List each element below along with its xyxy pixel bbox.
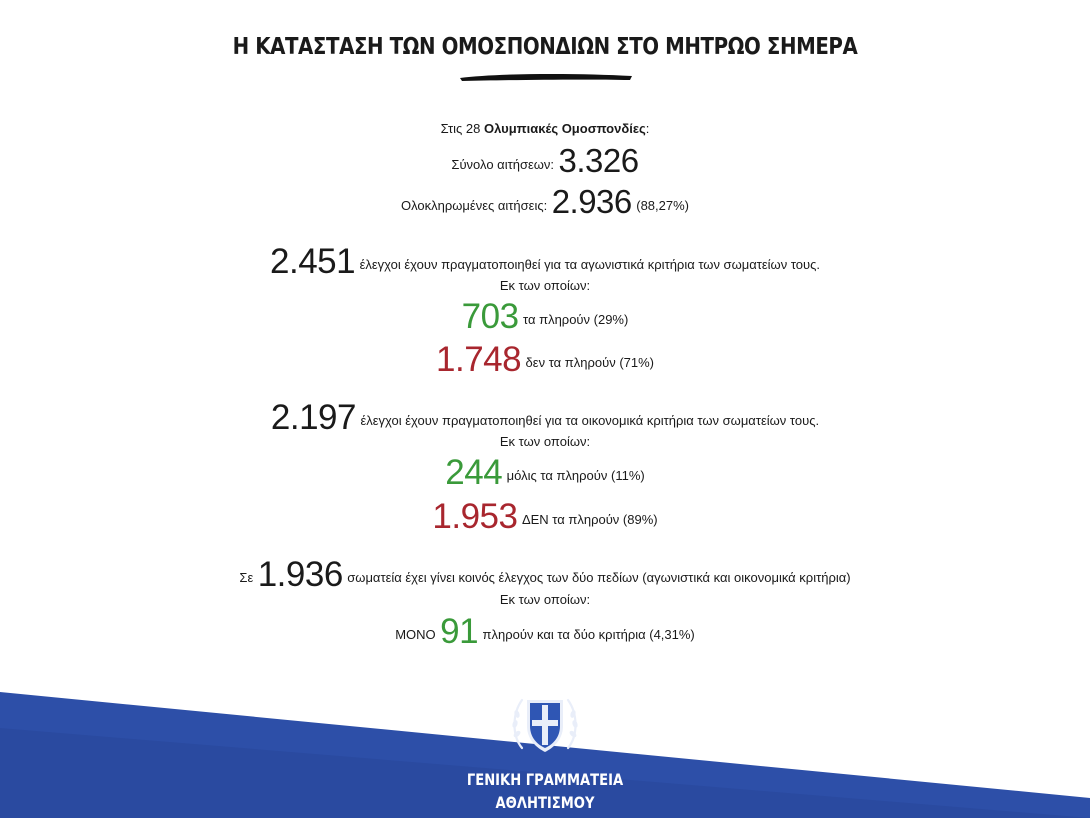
completed-value: 2.936	[551, 183, 632, 220]
combined-only-value: 91	[440, 612, 479, 651]
athletic-value: 2.451	[270, 242, 356, 281]
financial-fail-value: 1.953	[432, 497, 518, 536]
financial-of-which: Εκ των οποίων:	[499, 434, 591, 449]
combined-only: ΜΟΝΟ 91 πληρούν και τα δύο κριτήρια (4,31%)	[395, 612, 695, 651]
title-brush-underline	[458, 70, 634, 84]
athletic-fail: 1.748 δεν τα πληρούν (71%)	[436, 340, 654, 379]
greek-coat-of-arms-icon	[508, 690, 582, 756]
financial-value: 2.197	[270, 398, 356, 437]
combined-checks: Σε 1.936 σωματεία έχει γίνει κοινός έλεγχος των δύο πεδίων (αγωνιστικά και οικονομικά κριτήρια)	[239, 555, 851, 594]
athletic-fail-value: 1.748	[436, 340, 522, 379]
total-value: 3.326	[558, 142, 639, 179]
combined-of-which: Εκ των οποίων:	[499, 592, 591, 607]
athletic-meet-value: 703	[461, 297, 519, 336]
financial-fail: 1.953 ΔΕΝ τα πληρούν (89%)	[432, 497, 658, 536]
completed-applications: Ολοκληρωμένες αιτήσεις: 2.936 (88,27%)	[401, 183, 689, 220]
org-name-line1: ΓΕΝΙΚΗ ΓΡΑΜΜΑΤΕΙΑ	[466, 770, 624, 789]
athletic-meet: 703 τα πληρούν (29%)	[461, 297, 629, 336]
combined-value: 1.936	[257, 555, 343, 594]
financial-meet: 244 μόλις τα πληρούν (11%)	[445, 453, 645, 492]
intro-line: Στις 28 Ολυμπιακές Ομοσπονδίες:	[440, 121, 650, 136]
total-applications: Σύνολο αιτήσεων: 3.326	[451, 142, 639, 179]
athletic-checks: 2.451 έλεγχοι έχουν πραγματοποιηθεί για τα αγωνιστικά κριτήρια των σωματείων τους.	[270, 242, 820, 281]
org-name-line2: ΑΘΛΗΤΙΣΜΟΥ	[495, 793, 595, 812]
athletic-of-which: Εκ των οποίων:	[499, 278, 591, 293]
financial-checks: 2.197 έλεγχοι έχουν πραγματοποιηθεί για τα οικονομικά κριτήρια των σωματείων τους.	[270, 398, 820, 437]
page-title: Η ΚΑΤΑΣΤΑΣΗ ΤΩΝ ΟΜΟΣΠΟΝΔΙΩΝ ΣΤΟ ΜΗΤΡΩΟ ΣΗΜΕΡΑ	[232, 34, 858, 60]
financial-meet-value: 244	[445, 453, 503, 492]
